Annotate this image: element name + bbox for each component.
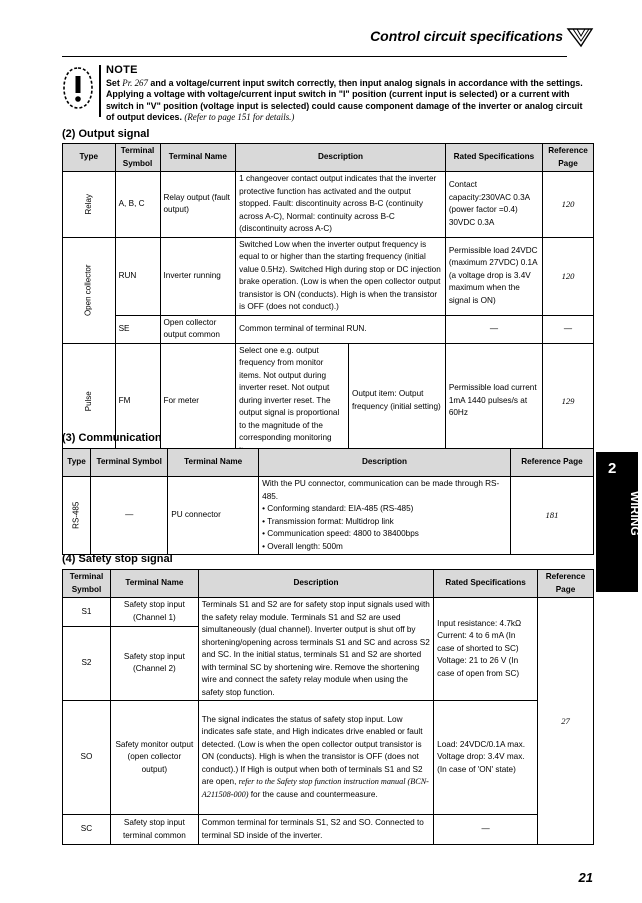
description: Common terminal for terminals S1, S2 and SO. Connected to terminal SD inside of the inverter. bbox=[198, 815, 433, 845]
reference-page-link[interactable]: 120 bbox=[543, 237, 594, 315]
description: 1 changeover contact output indicates that the inverter protective function has activated and the output stopped. Fault: discontinuity across B-C (continuity across A-C), Normal: continuity across B-C (discontinuity across A-C) bbox=[236, 172, 446, 238]
col-reference: Reference Page bbox=[510, 449, 593, 477]
page-number: 21 bbox=[578, 870, 593, 885]
rated-spec: Load: 24VDC/0.1A max. Voltage drop: 3.4V max. (In case of 'ON' state) bbox=[434, 701, 538, 815]
terminal-symbol: RUN bbox=[115, 237, 160, 315]
terminal-name: Inverter running bbox=[160, 237, 236, 315]
rated-spec: Permissible load 24VDC (maximum 27VDC) 0.1A (a voltage drop is 3.4V maximum when the signal is ON) bbox=[445, 237, 542, 315]
col-type: Type bbox=[63, 449, 91, 477]
terminal-symbol: SC bbox=[63, 815, 111, 845]
table-row bbox=[63, 598, 594, 627]
note-param: Pr. 267 bbox=[122, 78, 148, 88]
terminal-symbol: SO bbox=[63, 701, 111, 815]
rated-spec: — bbox=[434, 815, 538, 845]
section-output-signal-heading: (2) Output signal bbox=[62, 128, 150, 140]
communication-table bbox=[62, 448, 594, 555]
section-safety-stop-heading: (4) Safety stop signal bbox=[62, 553, 173, 565]
col-terminal-symbol: Terminal Symbol bbox=[115, 144, 160, 172]
col-description: Description bbox=[236, 144, 446, 172]
table-row bbox=[63, 477, 594, 555]
rated-spec: Input resistance: 4.7kΩ Current: 4 to 6 mA (In case of shorted to SC) Voltage: 21 to 26 V (In case of open from SC) bbox=[434, 598, 538, 701]
note-ref: (Refer to page 151 for details.) bbox=[184, 112, 295, 123]
col-terminal-name: Terminal Name bbox=[168, 449, 259, 477]
table-row bbox=[63, 315, 594, 343]
type-rs485: RS-485 bbox=[63, 477, 91, 555]
terminal-name: For meter bbox=[160, 343, 236, 459]
note-box bbox=[62, 64, 590, 123]
col-rated: Rated Specifications bbox=[434, 570, 538, 598]
reference-page: — bbox=[543, 315, 594, 343]
col-terminal-name: Terminal Name bbox=[160, 144, 236, 172]
chapter-number: 2 bbox=[608, 460, 617, 477]
type-relay: Relay bbox=[63, 172, 116, 238]
description: Switched Low when the inverter output frequency is equal to or higher than the starting frequency (initial value 0.5Hz). Switched High during stop or DC injection brake operation. (Low is when the open collector output transistor is ON (conducts). High is when the transistor is OFF (does not conduct).) bbox=[236, 237, 446, 315]
table-header-row bbox=[63, 449, 594, 477]
description: Common terminal of terminal RUN. bbox=[236, 315, 446, 343]
col-rated: Rated Specifications bbox=[445, 144, 542, 172]
output-signal-table bbox=[62, 143, 594, 459]
terminal-symbol: — bbox=[91, 477, 168, 555]
table-header-row bbox=[63, 144, 594, 172]
table-row bbox=[63, 815, 594, 845]
terminal-name: PU connector bbox=[168, 477, 259, 555]
header-title: Control circuit specifications bbox=[370, 28, 563, 44]
chapter-tab[interactable] bbox=[596, 452, 642, 592]
manual-reference: refer to the Safety stop function instruction manual (BCN-A211508-000) bbox=[201, 777, 429, 799]
rated-spec: Contact capacity:230VAC 0.3A (power factor =0.4) 30VDC 0.3A bbox=[445, 172, 542, 238]
header-rule bbox=[62, 56, 567, 57]
col-type: Type bbox=[63, 144, 116, 172]
type-pulse: Pulse bbox=[63, 343, 116, 459]
col-reference: Reference Page bbox=[543, 144, 594, 172]
col-terminal-name: Terminal Name bbox=[110, 570, 198, 598]
col-reference: Reference Page bbox=[538, 570, 594, 598]
col-terminal-symbol: Terminal Symbol bbox=[63, 570, 111, 598]
rated-spec: — bbox=[445, 315, 542, 343]
terminal-name: Safety stop input (Channel 2) bbox=[110, 626, 198, 700]
terminal-symbol: SE bbox=[115, 315, 160, 343]
list-item: • Overall length: 500m bbox=[262, 541, 343, 551]
table-row bbox=[63, 237, 594, 315]
terminal-name: Open collector output common bbox=[160, 315, 236, 343]
table-row bbox=[63, 172, 594, 238]
note-text: Set Pr. 267 and a voltage/current input switch correctly, then input analog signals in accordance with the settings. Applying a voltage with voltage/current input switch in "I" position (current input is selected) or a current with switch in "V" position (voltage input is selected) could cause component damage of the inverter or analog circuit of output devices. (Refer to page 151 for details.) bbox=[106, 78, 583, 123]
terminal-name: Safety stop input terminal common bbox=[110, 815, 198, 845]
chapter-label: WIRING bbox=[628, 491, 642, 536]
section-communication-heading: (3) Communication bbox=[62, 432, 162, 444]
description: The signal indicates the status of safety stop input. Low indicates safe state, and High indicates drive enabled or fault detected. (Low is when the open collector output transistor is ON (conducts). High is when the transistor is OFF (does not conduct).) If High is output when both of terminals S1 and S2 are open, refer to the Safety stop function instruction manual (BCN-A211508-000) for the cause and countermeasure. bbox=[198, 701, 433, 815]
col-terminal-symbol: Terminal Symbol bbox=[91, 449, 168, 477]
description: With the PU connector, communication can be made through RS-485. • Conforming standard: EIA-485 (RS-485) • Transmission format: Multidrop link • Communication speed: 4800 to 38400bps • Overall length: 500m bbox=[259, 477, 511, 555]
terminal-symbol: S1 bbox=[63, 598, 111, 627]
output-item: Output item: Output frequency (initial setting) bbox=[348, 343, 445, 459]
note-bar bbox=[99, 65, 101, 117]
list-item: • Transmission format: Multidrop link bbox=[262, 516, 394, 526]
rated-spec: Permissible load current 1mA 1440 pulses/s at 60Hz bbox=[445, 343, 542, 459]
note-title: NOTE bbox=[106, 64, 138, 76]
table-header-row bbox=[63, 570, 594, 598]
terminal-symbol: S2 bbox=[63, 626, 111, 700]
list-item: • Communication speed: 4800 to 38400bps bbox=[262, 529, 419, 538]
description: Select one e.g. output frequency from monitor items. Not output during inverter reset. Not output during inverter reset. The output signal is proportional to the magnitude of the corresponding monitoring bbox=[236, 343, 349, 459]
reference-page-link[interactable]: 27 bbox=[538, 598, 594, 845]
safety-stop-table bbox=[62, 569, 594, 845]
terminal-name: Relay output (fault output) bbox=[160, 172, 236, 238]
terminal-symbol: FM bbox=[115, 343, 160, 459]
description: Terminals S1 and S2 are for safety stop input signals used with the safety relay module. Terminals S1 and S2 are used simultaneously (dual channel). Inverter output is shut off by shortening/opening across terminals S1 and SC and across S2 and SC. In the initial status, terminals S1 and S2 are shorted with terminal SC by shortening wire. Remove the shortening wire and connect the safety relay module when using the safety stop function. bbox=[198, 598, 433, 701]
list-item: • Conforming standard: EIA-485 (RS-485) bbox=[262, 504, 414, 513]
terminal-symbol: A, B, C bbox=[115, 172, 160, 238]
page-header bbox=[0, 18, 638, 58]
col-description: Description bbox=[259, 449, 511, 477]
terminal-name: Safety monitor output (open collector output) bbox=[110, 701, 198, 815]
type-open-collector: Open collector bbox=[63, 237, 116, 343]
header-stripes-icon bbox=[567, 26, 593, 48]
reference-page-link[interactable]: 120 bbox=[543, 172, 594, 238]
reference-page-link[interactable]: 129 bbox=[543, 343, 594, 459]
col-description: Description bbox=[198, 570, 433, 598]
reference-page-link[interactable]: 181 bbox=[510, 477, 593, 555]
caution-icon bbox=[62, 66, 94, 110]
table-row bbox=[63, 701, 594, 815]
terminal-name: Safety stop input (Channel 1) bbox=[110, 598, 198, 627]
